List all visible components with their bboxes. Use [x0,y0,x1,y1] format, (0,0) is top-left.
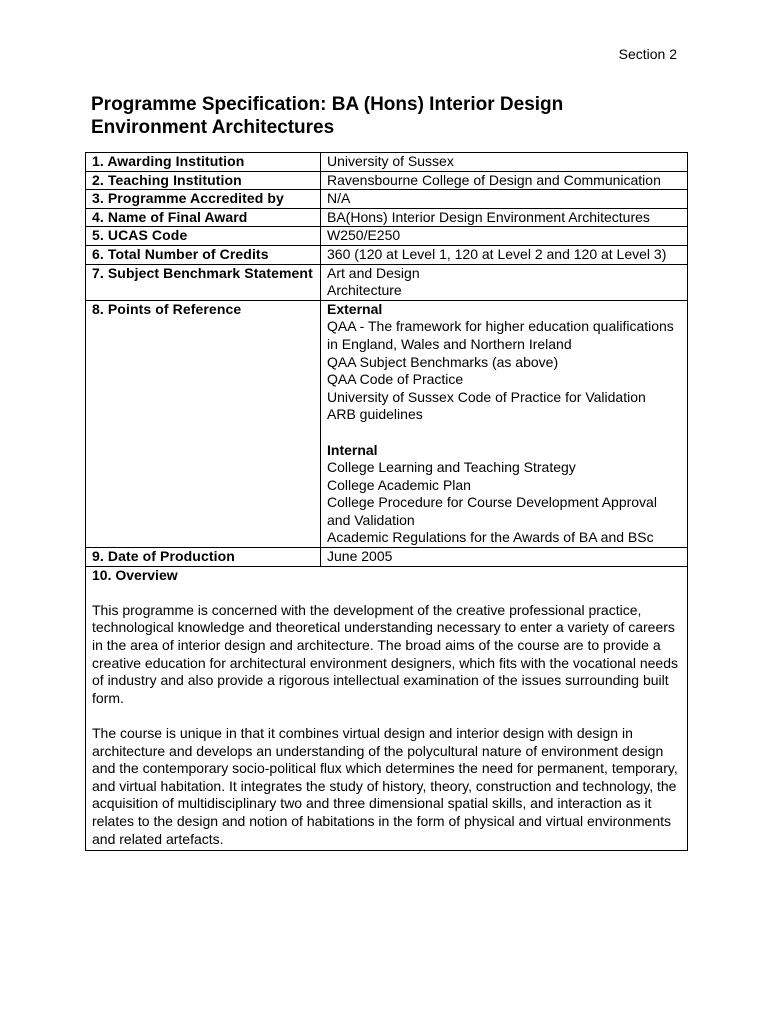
table-row-total-credits [86,245,688,264]
reference-item: QAA Subject Benchmarks (as above) [327,353,559,370]
row-value: W250/E250 [321,227,688,246]
row-value: June 2005 [321,548,688,567]
row-value: N/A [321,190,688,209]
table-row-points-of-reference [86,300,688,547]
spacer [327,424,681,442]
row-label: 8. Points of Reference [86,300,321,547]
row-label: 3. Programme Accredited by [86,190,321,209]
row-label: 4. Name of Final Award [86,208,321,227]
reference-item: College Academic Plan [327,476,471,493]
row-label: 9. Date of Production [86,548,321,567]
reference-item: Academic Regulations for the Awards of BA and BSc [327,529,654,546]
document-title [91,93,691,139]
reference-item: QAA Code of Practice [327,371,464,388]
row-label: 6. Total Number of Credits [86,245,321,264]
row-label: 5. UCAS Code [86,227,321,246]
row-label: 1. Awarding Institution [86,153,321,172]
internal-heading: Internal [327,441,378,458]
table-row-overview [86,566,688,851]
table-row-ucas-code [86,227,688,246]
benchmark-item: Architecture [327,282,402,299]
section-label: Section 2 [618,46,677,62]
overview-paragraph: The course is unique in that it combines virtual design and interior design with design in architecture and develops an understanding of the polycultural nature of environment design and the contemporary socio-political flux which determines the need for permanent, temporary, and virtual habitation. It integrates the study of history, theory, construction and technology, the acquisition of multidisciplinary two and three dimensional spatial skills, and interaction as it relates to the design and notion of habitations in the form of physical and virtual environments and related artefacts. [92,725,678,847]
title-line-1: Programme Specification: BA (Hons) Interior Design [91,94,564,115]
reference-item: QAA - The framework for higher education qualifications in England, Wales and Northern Ireland [327,318,674,352]
row-value [321,300,688,547]
table-row-date-of-production [86,548,688,567]
row-value: University of Sussex [321,153,688,172]
reference-item: College Procedure for Course Development Approval and Validation [327,494,657,528]
row-value: 360 (120 at Level 1, 120 at Level 2 and 120 at Level 3) [321,245,688,264]
table-row-final-award [86,208,688,227]
row-value [321,264,688,300]
reference-item: ARB guidelines [327,406,423,423]
spacer [92,707,681,725]
benchmark-item: Art and Design [327,264,420,281]
row-label: 2. Teaching Institution [86,171,321,190]
reference-item: College Learning and Teaching Strategy [327,459,576,476]
overview-paragraph: This programme is concerned with the development of the creative professional practice, technological knowledge and theoretical understanding necessary to enter a variety of careers in the area of interior design and architecture. The broad aims of the course are to provide a creative education for architectural environment designers, which fits with the vocational needs of industry and also provide a rigorous intellectual examination of the issues surrounding built form. [92,601,678,706]
reference-item: University of Sussex Code of Practice for Validation [327,388,646,405]
spacer [92,584,681,602]
table-row-programme-accredited-by [86,190,688,209]
title-line-2: Environment Architectures [91,117,335,138]
row-label: 7. Subject Benchmark Statement [86,264,321,300]
overview-title: 10. Overview [92,566,178,583]
row-value: BA(Hons) Interior Design Environment Architectures [321,208,688,227]
overview-cell [86,566,688,851]
row-value: Ravensbourne College of Design and Communication [321,171,688,190]
table-row-awarding-institution [86,153,688,172]
table-row-subject-benchmark [86,264,688,300]
programme-specification-table [85,152,688,851]
external-heading: External [327,300,383,317]
table-row-teaching-institution [86,171,688,190]
